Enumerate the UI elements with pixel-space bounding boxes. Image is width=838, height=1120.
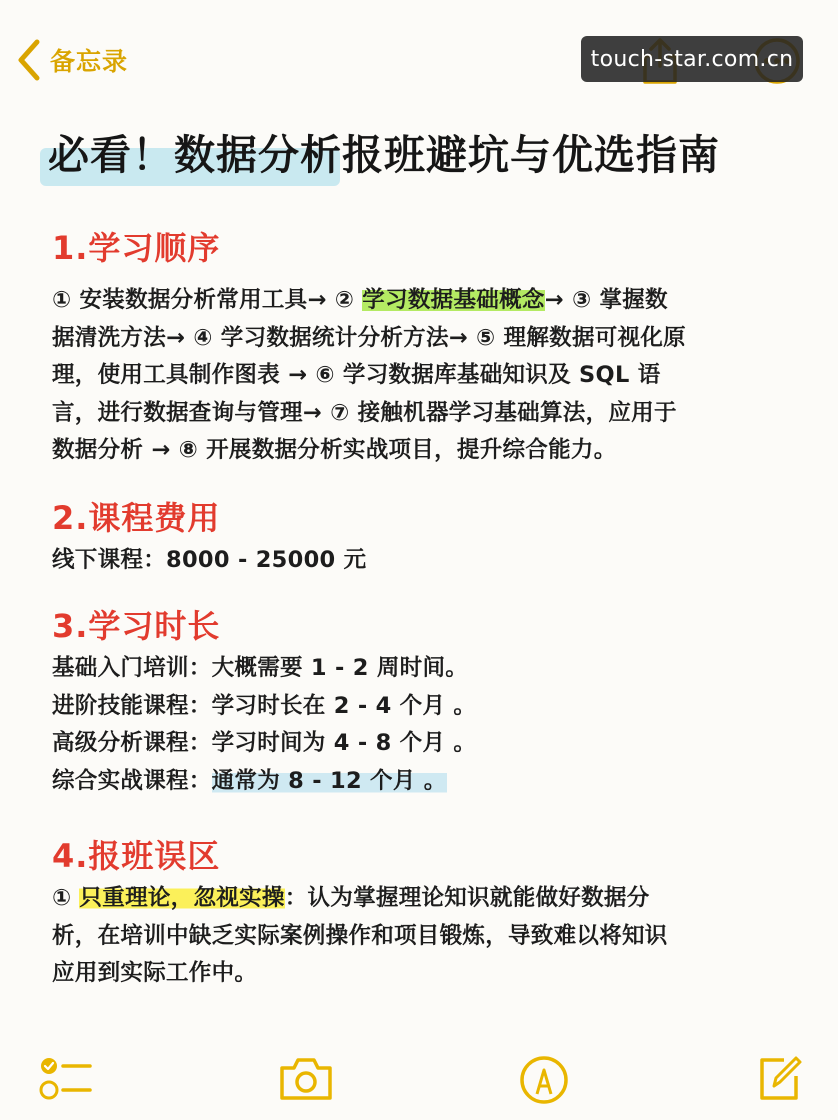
top-navigation-bar — [0, 0, 838, 120]
section-learning-order — [52, 226, 822, 470]
text-line: 进阶技能课程：学习时长在 2 - 4 个月 。 — [52, 692, 477, 719]
section-heading: 4.报班误区 — [52, 837, 221, 875]
bottom-toolbar — [0, 1040, 838, 1120]
section-heading: 2.课程费用 — [52, 499, 221, 537]
note-title-block — [0, 118, 838, 198]
text-line: 言，进行数据查询与管理→ ⑦ 接触机器学习基础算法，应用于 — [52, 399, 677, 426]
camera-icon[interactable] — [276, 1054, 336, 1104]
chevron-left-icon — [16, 38, 42, 82]
text-line: 线下课程：8000 - 25000 元 — [52, 547, 367, 573]
note-title: 必看！数据分析报班避坑与优选指南 — [48, 131, 720, 179]
section-body — [52, 880, 822, 993]
highlighted-text: 只重理论，忽视实操 — [79, 885, 285, 911]
section-body — [52, 650, 822, 800]
section-study-duration — [52, 604, 822, 800]
pen-markup-icon[interactable] — [518, 1054, 570, 1106]
text-line: 析，在培训中缺乏实际案例操作和项目锻炼，导致难以将知识 — [52, 922, 668, 949]
text-line: 高级分析课程：学习时间为 4 - 8 个月 。 — [52, 730, 477, 756]
text-segment: ① — [52, 885, 80, 911]
compose-icon[interactable] — [754, 1054, 804, 1104]
section-heading: 1.学习顺序 — [52, 229, 221, 267]
back-button[interactable] — [16, 38, 128, 82]
text-line: 基础入门培训：大概需要 1 - 2 周时间。 — [52, 655, 469, 681]
section-enrollment-pitfalls — [52, 834, 822, 993]
text-line: 应用到实际工作中。 — [52, 960, 258, 986]
text-segment: → ③ 掌握数 — [544, 287, 668, 313]
text-line — [52, 880, 822, 918]
text-line: 数据分析 → ⑧ 开展数据分析实战项目，提升综合能力。 — [52, 437, 617, 463]
text-line — [52, 763, 822, 801]
text-segment: ① 安装数据分析常用工具→ ② — [52, 287, 363, 313]
watermark-badge: touch-star.com.cn — [581, 36, 803, 82]
back-label: 备忘录 — [50, 47, 129, 76]
section-course-fees — [52, 496, 822, 580]
section-body — [52, 542, 822, 580]
text-line: 据清洗方法→ ④ 学习数据统计分析方法→ ⑤ 理解数据可视化原 — [52, 324, 686, 351]
text-segment: ：认为掌握理论知识就能做好数据分 — [284, 885, 650, 911]
section-body — [52, 282, 822, 470]
checklist-icon[interactable] — [38, 1054, 94, 1104]
section-heading: 3.学习时长 — [52, 607, 221, 645]
highlighted-text: 通常为 8 - 12 个月 。 — [211, 767, 447, 794]
text-segment: 综合实战课程： — [52, 767, 212, 794]
text-line: 理，使用工具制作图表 → ⑥ 学习数据库基础知识及 SQL 语 — [52, 362, 661, 388]
text-line — [52, 282, 822, 320]
highlighted-text: 学习数据基础概念 — [362, 287, 545, 313]
